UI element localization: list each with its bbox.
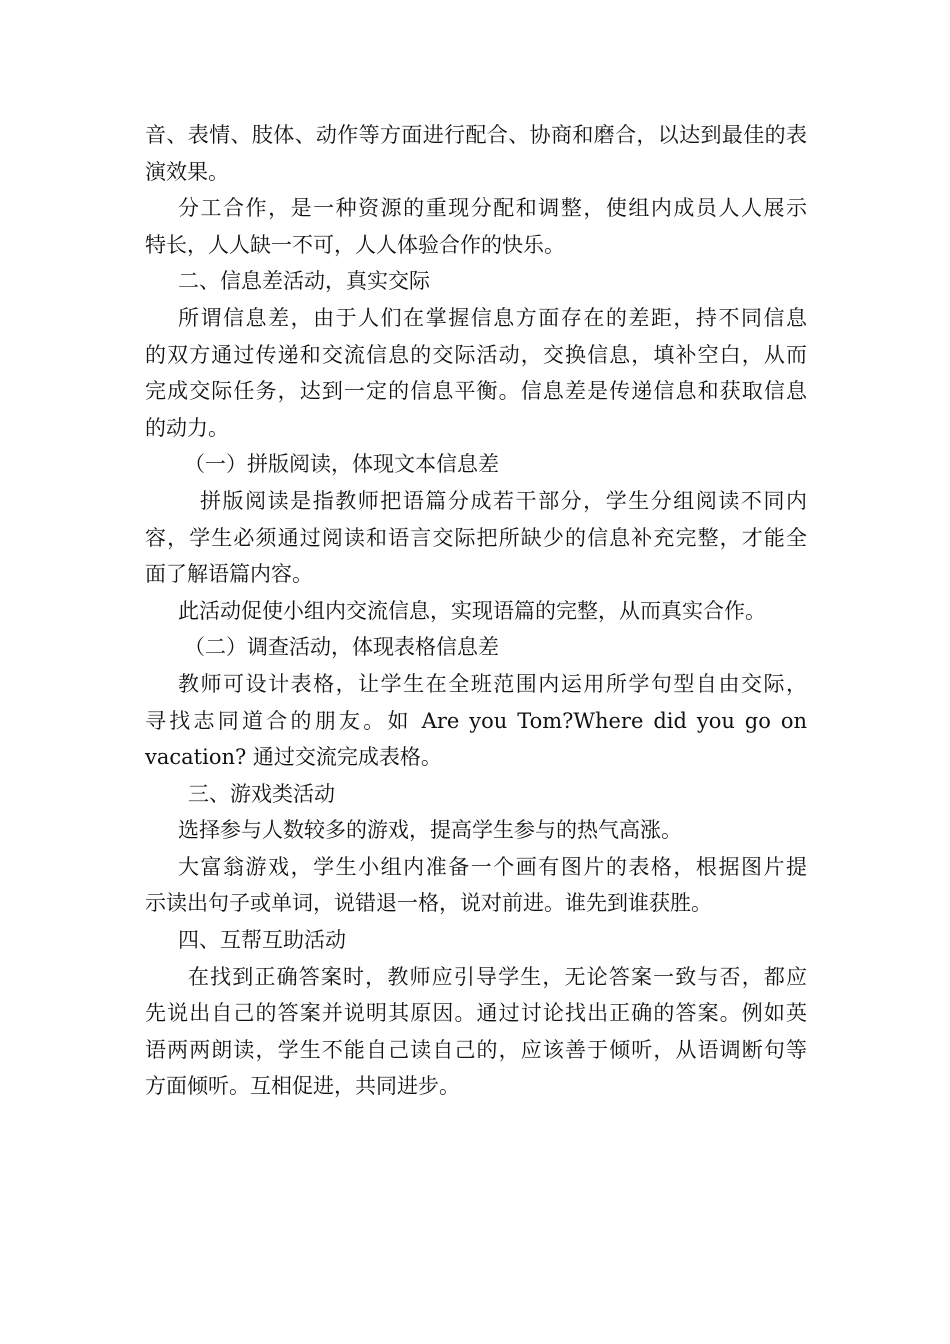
document-body <box>145 117 807 1105</box>
text-line: 教师可设计表格，让学生在全班范围内运用所学句型自由交际， <box>178 671 807 696</box>
text-line: 完成交际任务，达到一定的信息平衡。信息差是传递信息和获取信息 <box>145 379 807 404</box>
text-line: 容，学生必须通过阅读和语言交际把所缺少的信息补充完整，才能全 <box>145 525 807 550</box>
section-heading: 二、信息差活动，真实交际 <box>178 269 430 294</box>
text-line: 演效果。 <box>145 159 229 184</box>
text-line: 面了解语篇内容。 <box>145 562 313 587</box>
text-line: 分工合作，是一种资源的重现分配和调整，使组内成员人人展示 <box>178 196 807 221</box>
section-heading: 三、游戏类活动 <box>188 781 335 806</box>
text-line: 所谓信息差，由于人们在掌握信息方面存在的差距，持不同信息 <box>178 305 807 330</box>
text-line: 先说出自己的答案并说明其原因。通过讨论找出正确的答案。例如英 <box>145 1001 807 1026</box>
text-line: 大富翁游戏，学生小组内准备一个画有图片的表格，根据图片提 <box>178 854 807 879</box>
text-line: 拼版阅读是指教师把语篇分成若干部分，学生分组阅读不同内 <box>200 488 807 513</box>
text-line: 的双方通过传递和交流信息的交际活动，交换信息，填补空白，从而 <box>145 342 807 367</box>
section-heading: 四、互帮互助活动 <box>178 928 346 953</box>
text-line: 方面倾听。互相促进，共同进步。 <box>145 1074 460 1099</box>
text-line: 音、表情、肢体、动作等方面进行配合、协商和磨合，以达到最佳的表 <box>145 123 807 147</box>
text-line: 在找到正确答案时，教师应引导学生，无论答案一致与否，都应 <box>188 964 807 989</box>
text-line: 的动力。 <box>145 415 229 440</box>
text-line: 选择参与人数较多的游戏，提高学生参与的热气高涨。 <box>178 818 682 843</box>
text-line: 示读出句子或单词，说错退一格，说对前进。谁先到谁获胜。 <box>145 891 712 916</box>
subsection-heading: （二）调查活动，体现表格信息差 <box>184 635 499 660</box>
subsection-heading: （一）拼版阅读，体现文本信息差 <box>184 452 499 477</box>
text-line: 特长，人人缺一不可，人人体验合作的快乐。 <box>145 232 565 257</box>
text-line: 语两两朗读，学生不能自己读自己的，应该善于倾听，从语调断句等 <box>145 1037 807 1062</box>
text-line: 此活动促使小组内交流信息，实现语篇的完整，从而真实合作。 <box>178 598 766 623</box>
text-line: vacation? 通过交流完成表格。 <box>145 745 442 770</box>
text-line: 寻找志同道合的朋友。如 Are you Tom?Where did you go on <box>145 708 807 733</box>
